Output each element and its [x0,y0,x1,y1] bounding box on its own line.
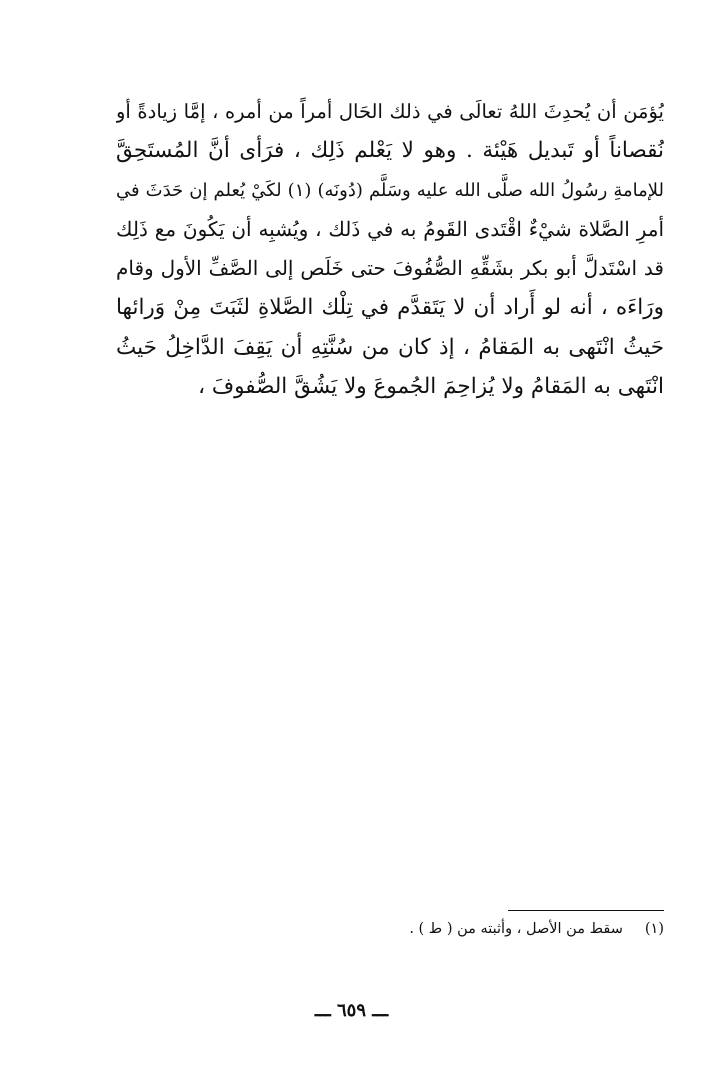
footnote-separator [508,910,664,911]
text-line-1: يُؤمَن أن يُحدِثَ اللهُ تعالَى في ذلك الحَال أمراً من أمره ، إمَّا زيادةً أو [116,100,664,123]
text-line-8: انْتَهى به المَقامُ ولا يُزاحِمَ الجُموعَ ولا يَشُقَّ الصُّفوفَ ، [198,374,664,400]
page-number: ـــ ٦٥٩ ـــ [314,1000,389,1021]
text-line-2: نُقصاناً أو تَبديل هَيْئة . وهو لا يَعْلم ذَلِك ، فرَأى أنَّ المُستَحِقَّ [116,138,664,164]
main-text-block [116,92,664,406]
footnote-number: (١) [644,921,664,937]
text-line-4: أمرِ الصَّلاة شيْءٌ اقْتَدى القَومُ به في ذَلك ، ويُشبِه أن يَكُونَ مع ذَلِك [116,216,664,241]
footnote-text: سقط من الأصل ، وأثبته من ( ط ) . [409,921,623,937]
footnote [300,916,664,942]
text-line-6: ورَاءَه ، أنه لو أَراد أن لا يَتَقدَّم في تِلْك الصَّلاةِ لثَبَتَ مِنْ وَرائها [116,295,664,321]
text-line-3: للإمامةِ رسُولُ الله صلَّى الله عليه وسَلَّم (دُونَه) (١) لكَيْ يُعلم إن حَدَثَ في [116,179,664,201]
text-line-5: قد اسْتَدلَّ أبو بكر بشَقِّهِ الصُّفُوفَ حتى خَلَص إلى الصَّفِّ الأول وقام [116,256,664,281]
text-line-7: حَيثُ انْتَهى به المَقامُ ، إذ كان من سُنَّتِهِ أن يَقِفَ الدَّاخِلُ حَيثُ [116,334,664,360]
